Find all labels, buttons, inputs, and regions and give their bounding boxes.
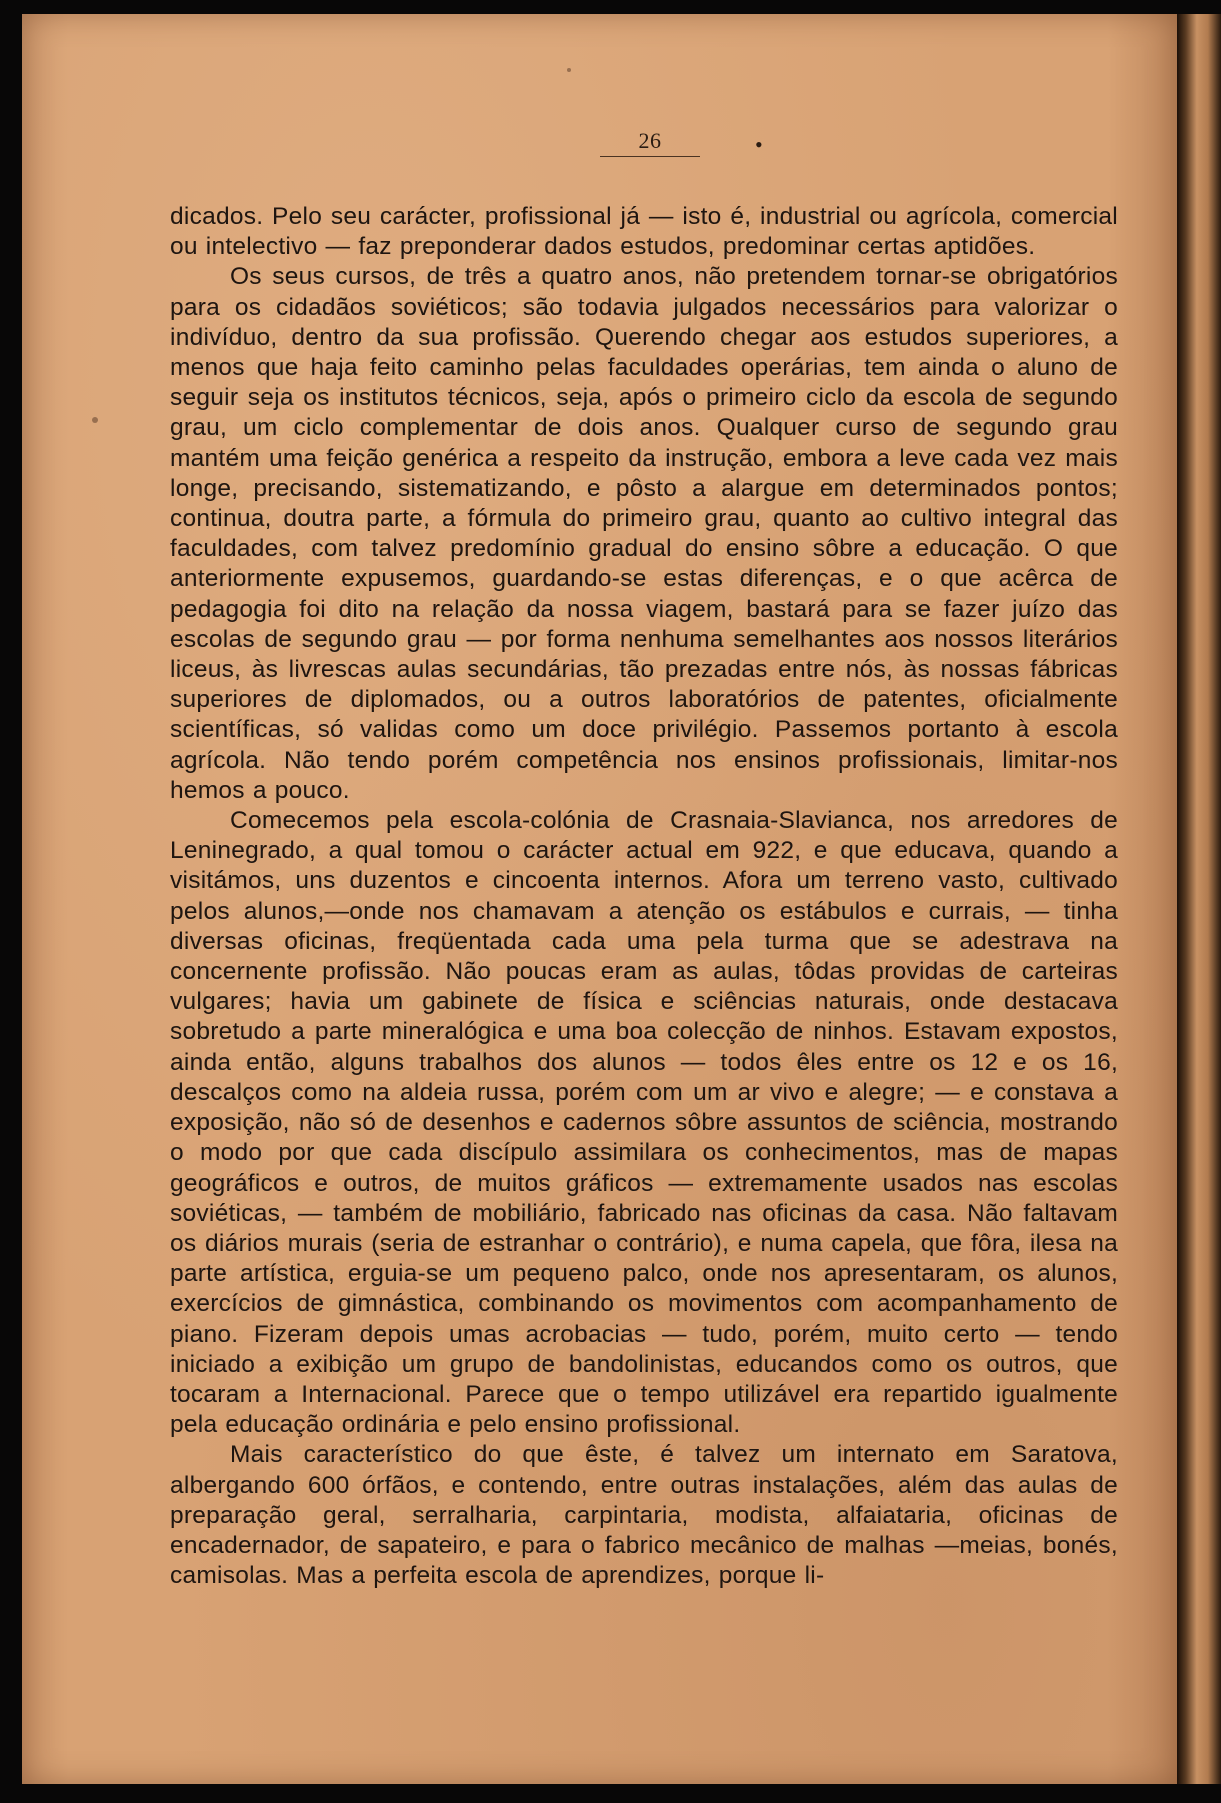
page-edge xyxy=(1177,14,1221,1784)
paper-speck xyxy=(567,68,571,72)
paragraph: Mais característico do que êste, é talvez um internato em Saratova, albergando 600 órfãos, e contendo, entre outras instalações, além das aulas de preparação geral, serralharia, carpintaria, modista, alfaiataria, oficinas de encadernador, de sapateiro, e para o fabrico mecânico de malhas —meias, bonés, camisolas. Mas a perfeita escola de aprendizes, porque li- xyxy=(170,1441,1118,1590)
paragraph: Comecemos pela escola-colónia de Crasnaia-Slavianca, nos arredores de Leninegrado, a qual tomou o carácter actual em 922, e que educava, quando a visitámos, uns duzentos e cincoenta internos. Afora um terreno vasto, cultivado pelos alunos,—onde nos chamavam a atenção os estábulos e currais, — tinha diversas oficinas, freqüentada cada uma pela turma que se adestrava na concernente profissão. Não poucas eram as aulas, tôdas providas de carteiras vulgares; havia um gabinete de física e sciências naturais, onde destacava sobretudo a parte mineralógica e uma boa colecção de ninhos. Estavam expostos, ainda então, alguns trabalhos dos alunos — todos êles entre os 12 e os 16, descalços como na aldeia russa, porém com um ar vivo e alegre; — e constava a exposição, não só de desenhos e cadernos sôbre assuntos de sciência, mostrando o modo por que cada discípulo assimilara os conhecimentos, mas de mapas geográficos e outros, de muitos gráficos — extremamente usados nas escolas soviéticas, — também de mobiliário, fabricado nas oficinas da casa. Não faltavam os diários murais (seria de estranhar o contrário), e numa capela, que fôra, ilesa na parte artística, erguia-se um pequeno palco, onde nos apresentaram, os alunos, exercícios de gimnástica, combinando os movimentos com acompanhamento de piano. Fizeram depois umas acrobacias — tudo, porém, muito certo — tendo iniciado a exibição um grupo de bandolinistas, educandos como os outros, que tocaram a Internacional. Parece que o tempo utilizável era repartido igualmente pela educação ordinária e pelo ensino profissional. xyxy=(170,807,1118,1439)
paper-speck xyxy=(92,417,98,423)
page-number-dot: • xyxy=(755,132,763,157)
page-number: 26 xyxy=(600,128,700,157)
body-text xyxy=(170,202,1118,1591)
paragraph: Os seus cursos, de três a quatro anos, não pretendem tornar-se obrigatórios para os cidadãos soviéticos; são todavia julgados necessários para valorizar o indivíduo, dentro da sua profissão. Querendo chegar aos estudos superiores, a menos que haja feito caminho pelas faculdades operárias, tem ainda o aluno de seguir seja os institutos técnicos, seja, após o primeiro ciclo da escola de segundo grau, um ciclo complementar de dois anos. Qualquer curso de segundo grau mantém uma feição genérica a respeito da instrução, embora a leve cada vez mais longe, precisando, sistematizando, e pôsto a alargue em determinados pontos; continua, doutra parte, a fórmula do primeiro grau, quanto ao cultivo integral das faculdades, com talvez predomínio gradual do ensino sôbre a educação. O que anteriormente expusemos, guardando-se estas diferenças, e o que acêrca de pedagogia foi dito na relação da nossa viagem, bastará para se fazer juízo das escolas de segundo grau — por forma nenhuma semelhantes aos nossos literários liceus, às livrescas aulas secundárias, tão prezadas entre nós, às nossas fábricas superiores de diplomados, ou a outros laboratórios de patentes, oficialmente scientíficas, só validas como um doce privilégio. Passemos portanto à escola agrícola. Não tendo porém competência nos ensinos profissionais, limitar-nos hemos a pouco. xyxy=(170,263,1118,804)
paragraph: dicados. Pelo seu carácter, profissional já — isto é, industrial ou agrícola, comercial ou intelectivo — faz preponderar dados estudos, predominar certas aptidões. xyxy=(170,203,1118,261)
